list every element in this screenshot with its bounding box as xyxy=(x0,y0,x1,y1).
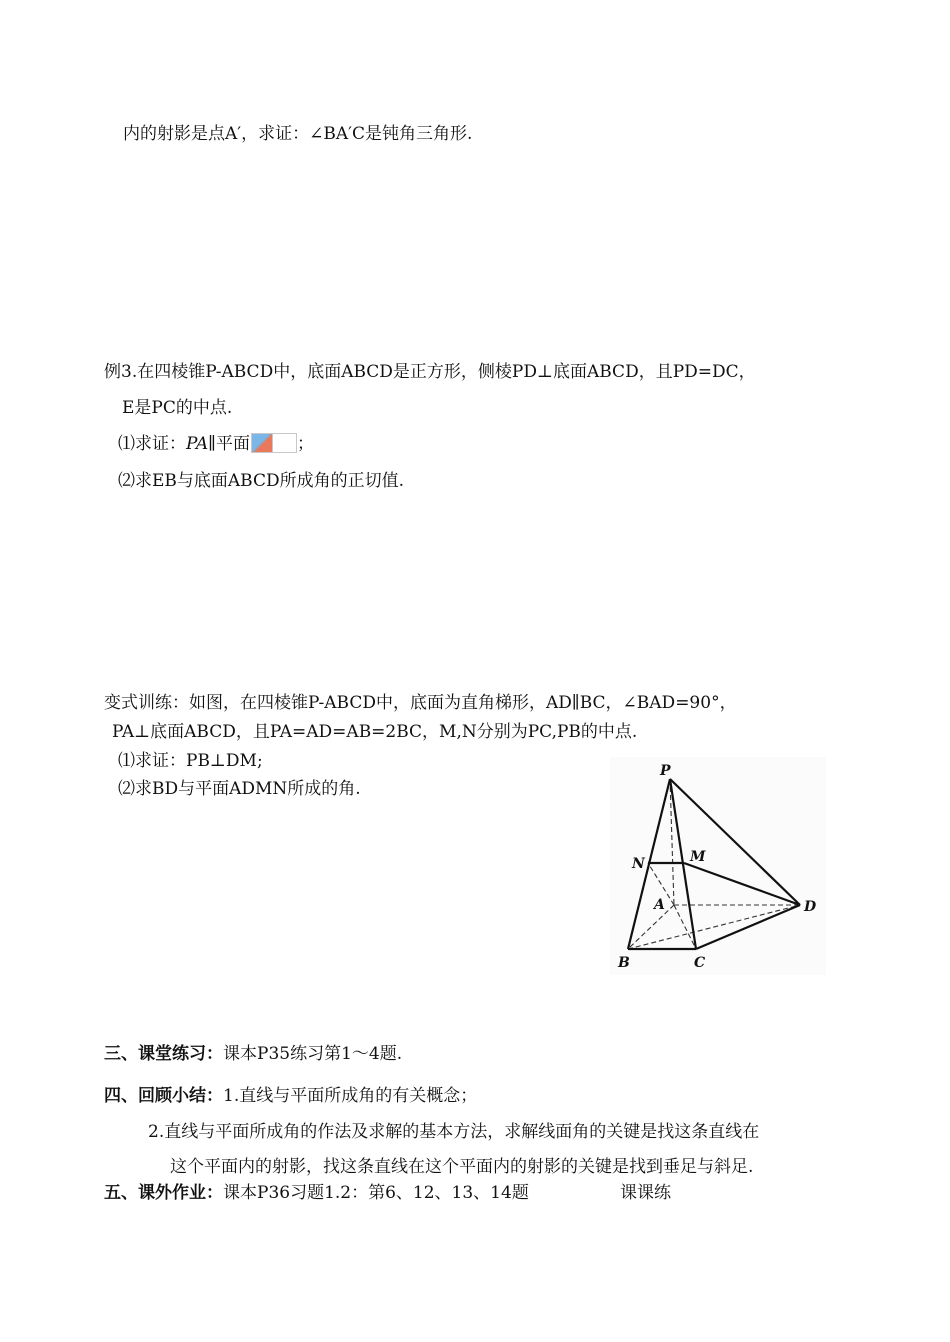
section5-text: 课本P36习题1.2：第6、12、13、14题 xyxy=(223,1183,529,1203)
section5-extra: 课课练 xyxy=(620,1183,671,1203)
section3-text: 课本P35练习第1～4题. xyxy=(223,1044,403,1064)
section5 xyxy=(104,1183,529,1203)
broken-image-icon xyxy=(251,433,297,453)
section4-item2-line2: 这个平面内的射影，找这条直线在这个平面内的射影的关键是找到垂足与斜足. xyxy=(170,1157,754,1177)
variant-statement-line2: PA⊥底面ABCD，且PA=AD=AB=2BC，M,N分别为PC,PB的中点. xyxy=(112,722,638,742)
label-B: B xyxy=(618,955,630,971)
variant-statement-line1: 变式训练：如图，在四棱锥P-ABCD中，底面为直角梯形，AD∥BC，∠BAD=90°， xyxy=(104,693,737,713)
q1-mid: ∥平面 xyxy=(208,434,251,454)
section4-item2-line1: 2.直线与平面所成角的作法及求解的基本方法，求解线面角的关键是找这条直线在 xyxy=(148,1122,760,1142)
edge-AB xyxy=(628,905,674,949)
label-N: N xyxy=(632,856,645,872)
label-P: P xyxy=(660,763,671,779)
pyramid-figure xyxy=(610,757,826,975)
example3-question2: ⑵求EB与底面ABCD所成角的正切值. xyxy=(118,471,405,491)
variant-question1: ⑴求证：PB⊥DM; xyxy=(118,751,263,771)
q1-prefix: ⑴求证： xyxy=(118,434,186,454)
edge-MD xyxy=(684,863,800,905)
label-A: A xyxy=(654,897,665,913)
label-C: C xyxy=(694,955,706,971)
section4-heading: 四、回顾小结： xyxy=(104,1086,223,1106)
section4-item1: 1.直线与平面所成角的有关概念； xyxy=(223,1086,478,1106)
label-M: M xyxy=(690,849,706,865)
example3-statement-line2: E是PC的中点. xyxy=(122,398,233,418)
section4 xyxy=(104,1086,477,1106)
variant-question2: ⑵求BD与平面ADMN所成的角. xyxy=(118,779,361,799)
edge-PD xyxy=(670,779,800,905)
q1-math: PA xyxy=(186,434,209,454)
section5-heading: 五、课外作业： xyxy=(104,1183,223,1203)
example3-question1 xyxy=(118,433,314,454)
section3 xyxy=(104,1044,402,1064)
label-D: D xyxy=(804,899,817,915)
example3-statement-line1: 例3.在四棱锥P-ABCD中，底面ABCD是正方形，侧棱PD⊥底面ABCD，且PD=DC， xyxy=(104,362,756,382)
edge-CD xyxy=(696,905,800,949)
previous-problem-tail: 内的射影是点A′，求证：∠BA′C是钝角三角形. xyxy=(123,124,473,144)
q1-suffix: ； xyxy=(297,434,315,454)
section3-heading: 三、课堂练习： xyxy=(104,1044,223,1064)
